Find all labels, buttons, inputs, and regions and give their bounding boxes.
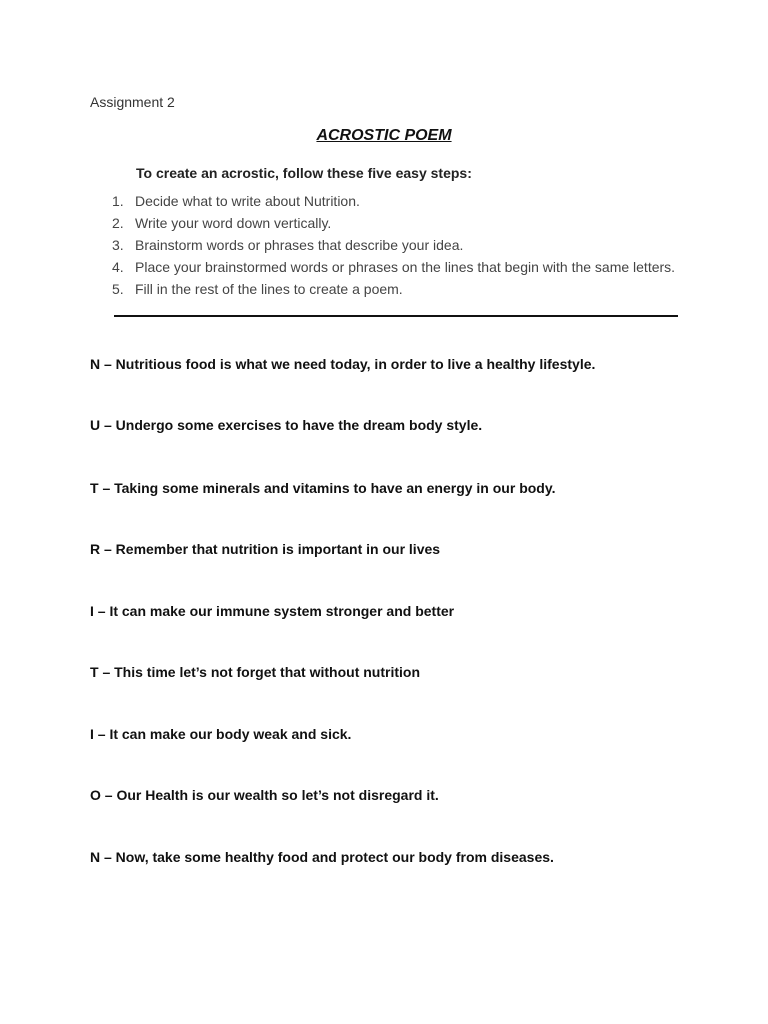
poem-line-t: T – This time let’s not forget that without nutrition — [90, 664, 421, 680]
poem-line-n: N – Nutritious food is what we need today, in order to live a healthy lifestyle. — [90, 356, 596, 372]
steps-list — [112, 193, 678, 303]
step-number: 2. — [112, 215, 124, 231]
assignment-label: Assignment 2 — [90, 94, 175, 110]
poem-line-n: N – Now, take some healthy food and protect our body from diseases. — [90, 849, 554, 865]
poem-line-i: I – It can make our body weak and sick. — [90, 726, 352, 742]
step-text: Decide what to write about Nutrition. — [135, 193, 360, 209]
step-item — [112, 215, 678, 231]
step-text: Fill in the rest of the lines to create a poem. — [135, 281, 403, 297]
poem-line-i: I – It can make our immune system stronger and better — [90, 603, 455, 619]
divider-line — [114, 315, 678, 317]
step-text: Brainstorm words or phrases that describe your idea. — [135, 237, 464, 253]
step-item — [112, 281, 678, 297]
page-title: ACROSTIC POEM — [316, 127, 452, 144]
step-number: 1. — [112, 193, 124, 209]
poem-line-r: R – Remember that nutrition is important in our lives — [90, 541, 441, 557]
step-text: Write your word down vertically. — [135, 215, 332, 231]
step-number: 4. — [112, 259, 124, 275]
step-item — [112, 259, 678, 275]
step-number: 3. — [112, 237, 124, 253]
poem-line-t: T – Taking some minerals and vitamins to have an energy in our body. — [90, 480, 556, 496]
poem-line-u: U – Undergo some exercises to have the dream body style. — [90, 417, 483, 433]
step-text: Place your brainstormed words or phrases on the lines that begin with the same letters. — [135, 259, 676, 275]
step-item — [112, 237, 678, 253]
step-item — [112, 193, 678, 209]
step-number: 5. — [112, 281, 124, 297]
instructions-intro: To create an acrostic, follow these five easy steps: — [136, 165, 472, 181]
poem-line-o: O – Our Health is our wealth so let’s not disregard it. — [90, 787, 439, 803]
